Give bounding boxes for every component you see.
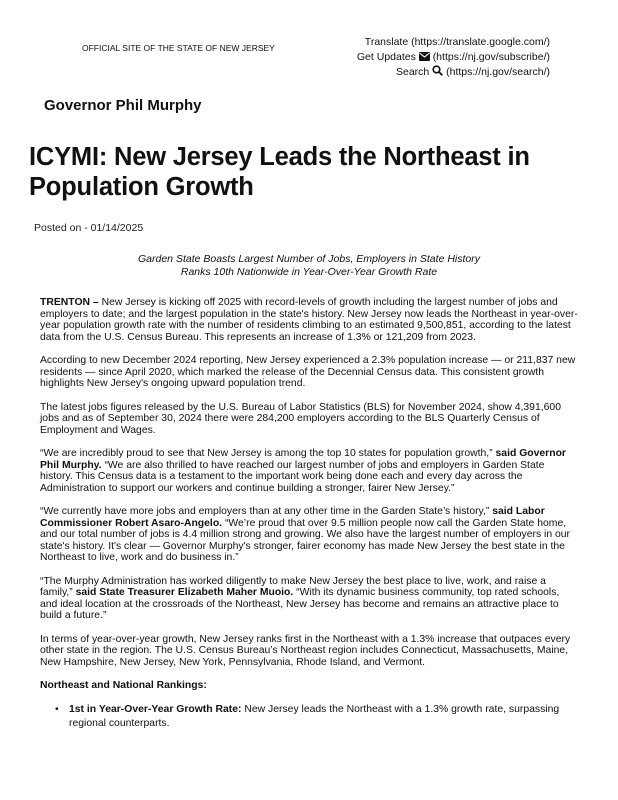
quote-governor: “We are incredibly proud to see that New Jersey is among the top 10 states for population growth,”	[40, 448, 493, 459]
bullet: •	[55, 703, 59, 715]
rankings-heading: Northeast and National Rankings:	[40, 680, 207, 691]
article-subhead	[0, 253, 618, 279]
envelope-icon	[419, 51, 430, 63]
paragraph-6	[40, 576, 578, 622]
brand-title[interactable]: Governor Phil Murphy	[44, 97, 202, 114]
paragraph-2: According to new December 2024 reporting, New Jersey experienced a 2.3% population increase — or 211,837 new residents — since April 2020, which marked the release of the Decennial Census data. This consistent growth highlights New Jersey's ongoing upward population trend.	[40, 355, 576, 389]
get-updates-link[interactable]	[357, 50, 550, 65]
quote-labor-continued: “We’re proud that over 9.5 million people now call the Garden State home, and our total number of jobs is 4.4 million strong and growing. We also have the largest number of employers in our state's history. It's clear — Governor Murphy's stronger, fairer economy has made New Jersey the best state in the Northeast to live, work and do business in.”	[40, 517, 571, 563]
attribution-labor: said Labor Commissioner Robert Asaro-Angelo.	[40, 506, 545, 529]
search-link[interactable]	[357, 65, 550, 80]
posted-date: Posted on - 01/14/2025	[34, 222, 144, 234]
search-url: (https://nj.gov/search/)	[446, 66, 550, 78]
search-icon	[432, 66, 443, 78]
get-updates-url: (https://nj.gov/subscribe/)	[432, 51, 550, 63]
paragraph-5	[40, 506, 578, 564]
paragraph-1	[40, 297, 578, 343]
ranking-label: 1st in Year-Over-Year Growth Rate:	[69, 703, 242, 715]
quote-governor-continued: “We are also thrilled to have reached our largest number of jobs and employers in Garden State history. This Census data is a testament to the important work being done each and every day across the Administration to support our workers and continue building a stronger, fairer New Jersey.”	[40, 459, 545, 494]
ranking-text: New Jersey leads the Northeast with a 1.3% growth rate, surpassing regional counterparts.	[69, 703, 560, 729]
article-body	[40, 297, 578, 731]
paragraph-7: In terms of year-over-year growth, New Jersey ranks first in the Northeast with a 1.3% increase that outpaces every other state in the region. The U.S. Census Bureau’s Northeast region includes Connecticut, Massachusetts, Maine, New Hampshire, New Jersey, New York, Pennsylvania, Rhode Island, and Vermont.	[40, 633, 571, 668]
attribution-treasurer: said State Treasurer Elizabeth Maher Muoio.	[72, 587, 294, 598]
page-title: ICYMI: New Jersey Leads the Northeast in Population Growth	[29, 143, 530, 201]
quote-labor: “We currently have more jobs and employers than at any other time in the Garden State’s history,”	[40, 506, 490, 517]
translate-link[interactable]: Translate (https://translate.google.com/)	[364, 36, 550, 48]
search-label: Search	[395, 66, 430, 78]
paragraph-3: The latest jobs figures released by the U.S. Bureau of Labor Statistics (BLS) for November 2024, show 4,391,600 jobs and as of September 30, 2024 there were 284,200 employers according to the BLS Quarterly Census of Employment and Wages.	[40, 401, 561, 436]
rankings-list	[40, 703, 578, 731]
dateline: TRENTON –	[40, 297, 99, 308]
attribution-governor: said Governor Phil Murphy.	[40, 448, 566, 471]
paragraph-1-text: New Jersey is kicking off 2025 with record-levels of growth including the largest number of jobs and employers to date; and the largest population in the state's history. New Jersey now leads the Northeast in year-over-year population growth rate with the number of residents climbing to an estimated 9,500,851, according to the latest data from the U.S. Census Bureau. This represents an increase of 1.3% or 121,209 from 2023.	[40, 297, 578, 343]
subhead-line-1: Garden State Boasts Largest Number of Jobs, Employers in State History	[138, 253, 480, 265]
paragraph-4	[40, 448, 578, 494]
subhead-line-2: Ranks 10th Nationwide in Year-Over-Year Growth Rate	[180, 266, 438, 278]
list-item	[55, 703, 578, 731]
quote-treasurer: “The Murphy Administration has worked diligently to make New Jersey the best place to live, work, and raise a family,”	[40, 575, 546, 598]
get-updates-label: Get Updates	[356, 51, 416, 63]
quote-treasurer-continued: “With its dynamic business community, top rated schools, and ideal location at the crossroads of the Northeast, New Jersey has become and remains an attractive place to build a future.”	[40, 587, 560, 621]
top-links	[357, 35, 550, 80]
official-site-label: OFFICIAL SITE OF THE STATE OF NEW JERSEY	[82, 43, 275, 53]
